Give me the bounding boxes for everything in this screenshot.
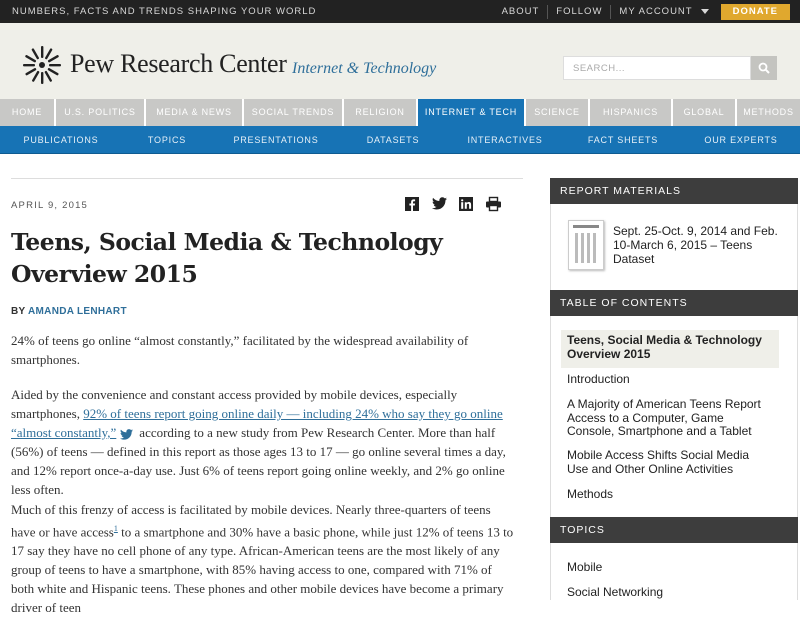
topic-social-networking[interactable]: Social Networking [567,585,664,599]
article-date: APRIL 9, 2015 [11,200,89,211]
author-link[interactable]: AMANDA LENHART [28,306,127,317]
my-account-link[interactable] [610,5,716,19]
article-title: Teens, Social Media & Technology Overview 2015 [11,228,443,288]
article-paragraph-2 [11,385,516,499]
article-paragraph-3 [11,500,516,617]
search-icon [758,62,770,74]
paragraph-3-rest: to a smartphone and 30% have a basic phone, while just 12% of teens 13 to 17 say they have no cell phone of any type. African-American teens are the most likely of any group of teens to have a smartphone, with 85% having access to one, compared with 71% of both white and Hispanic teens. These phones and other mobile devices have become a primary driver of teen [11,524,514,616]
toc-item-mobile-access[interactable]: Mobile Access Shifts Social Media Use and Other Online Activities [567,448,750,476]
twitter-icon[interactable] [120,429,133,440]
main-nav [0,99,800,126]
topics-heading: TOPICS [550,517,798,543]
share-bar [405,197,513,211]
search-input[interactable] [563,56,751,80]
twitter-icon[interactable] [432,197,446,211]
article-divider [11,178,523,179]
subnav-fact-sheets[interactable]: FACT SHEETS [587,135,659,145]
toc-item-introduction[interactable]: Introduction [567,372,630,386]
print-icon[interactable] [486,197,500,211]
nav-internet-tech[interactable]: INTERNET & TECH [418,99,524,126]
section-name[interactable]: Internet & Technology [292,60,437,77]
toc-item-overview[interactable]: Teens, Social Media & Technology Overview 2015 [561,330,779,368]
subnav-datasets[interactable]: DATASETS [366,135,420,145]
toc-heading: TABLE OF CONTENTS [550,290,798,316]
nav-methods[interactable]: METHODS [737,99,800,126]
site-header [0,23,800,99]
byline [11,306,127,317]
subnav-interactives[interactable]: INTERACTIVES [467,135,543,145]
report-materials-panel [550,204,798,290]
paragraph-3-lead: Much of this frenzy of access is facilitated by mobile devices. Nearly three-quarters of teens have or have access [11,502,491,540]
article-paragraph-1: 24% of teens go online “almost constantly,” facilitated by the widespread availability of smartphones. [11,333,469,367]
follow-link[interactable]: FOLLOW [547,5,610,19]
tweetable-quote-link[interactable]: 92% of teens report going online daily — including 24% who say they go online “almost constantly,” [11,406,503,440]
dataset-link[interactable]: Sept. 25-Oct. 9, 2014 and Feb. 10-March 6, 2015 – Teens Dataset [613,224,778,266]
nav-global[interactable]: GLOBAL [673,99,735,126]
report-materials-heading: REPORT MATERIALS [550,178,798,204]
subnav-presentations[interactable]: PRESENTATIONS [233,135,319,145]
topics-panel [550,543,798,600]
document-icon [569,221,603,269]
chevron-down-icon [701,9,709,14]
paragraph-2-lead: Aided by the convenience and constant access provided by mobile devices, especially smartphones, [11,387,458,421]
donate-button[interactable]: DONATE [721,4,790,20]
subnav-topics[interactable]: TOPICS [147,135,187,145]
footnote-link[interactable]: 1 [113,524,118,533]
site-tagline: NUMBERS, FACTS AND TRENDS SHAPING YOUR WORLD [12,6,317,17]
toc-item-methods[interactable]: Methods [567,487,614,501]
my-account-label: MY ACCOUNT [619,6,693,17]
nav-home[interactable]: HOME [0,99,54,126]
pew-logo-icon[interactable] [22,45,62,85]
topic-mobile[interactable]: Mobile [567,560,603,574]
about-link[interactable]: ABOUT [501,6,540,17]
nav-us-politics[interactable]: U.S. POLITICS [56,99,144,126]
nav-science[interactable]: SCIENCE [526,99,588,126]
sub-nav [0,126,800,154]
nav-religion[interactable]: RELIGION [344,99,416,126]
nav-hispanics[interactable]: HISPANICS [590,99,671,126]
paragraph-2-rest: according to a new study from Pew Research Center. More than half (56%) of teens — defined in this report as those ages 13 to 17 — go online several times a day, and 12% report once-a-day use. Just 6% of teens report going online weekly, and 2% go online less often. [11,425,506,497]
toc-item-access[interactable]: A Majority of American Teens Report Access to a Computer, Game Console, Smartphone and a Tablet [567,397,761,438]
search-form [563,56,777,80]
nav-media-news[interactable]: MEDIA & NEWS [146,99,242,126]
top-bar [0,0,800,23]
dataset-thumbnail[interactable] [568,220,604,270]
subnav-our-experts[interactable]: OUR EXPERTS [704,135,778,145]
toc-panel [550,316,798,517]
nav-social-trends[interactable]: SOCIAL TRENDS [244,99,342,126]
facebook-icon[interactable] [405,197,419,211]
search-button[interactable] [751,56,777,80]
byline-prefix: BY [11,306,26,317]
linkedin-icon[interactable] [459,197,473,211]
brand-name[interactable]: Pew Research Center [70,49,287,78]
top-links [494,4,790,20]
subnav-publications[interactable]: PUBLICATIONS [23,135,99,145]
